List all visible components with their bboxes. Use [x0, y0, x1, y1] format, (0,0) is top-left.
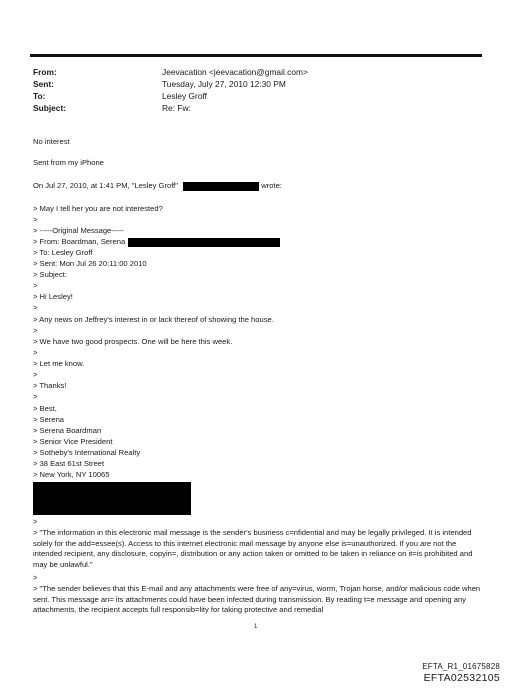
- bates-number-2: EFTA02532105: [423, 672, 500, 684]
- to-label: To:: [33, 91, 46, 101]
- attribution-wrote: wrote:: [261, 181, 282, 190]
- subject-value: Re: Fw:: [162, 103, 191, 113]
- redaction-block: [128, 238, 280, 247]
- body-line: > We have two good prospects. One will be here this week.: [33, 337, 233, 346]
- attribution-text: On Jul 27, 2010, at 1:41 PM, "Lesley Groff": [33, 181, 178, 190]
- orig-from-text: > From: Boardman, Serena: [33, 237, 126, 246]
- body-line: >: [33, 215, 38, 224]
- body-line: > Any news on Jeffrey's interest in or lack thereof of showing the house.: [33, 315, 274, 324]
- page-number: 1: [254, 624, 258, 630]
- bates-number-1: EFTA_R1_01675828: [422, 662, 500, 671]
- body-line: >: [33, 573, 38, 582]
- body-line: >: [33, 281, 38, 290]
- body-line: > Subject:: [33, 270, 67, 279]
- body-line: > Sent: Mon Jul 26 20:11:00 2010: [33, 259, 147, 268]
- body-line: > To: Lesley Groff: [33, 248, 93, 257]
- body-line: >: [33, 348, 38, 357]
- body-line: > Senior Vice President: [33, 437, 113, 446]
- body-line: > Sotheby's International Realty: [33, 448, 141, 457]
- subject-label: Subject:: [33, 103, 67, 113]
- body-line: Sent from my iPhone: [33, 158, 104, 167]
- body-line: > May I tell her you are not interested?: [33, 204, 163, 213]
- body-line: > Let me know.: [33, 359, 85, 368]
- body-line: > Best,: [33, 404, 57, 413]
- body-line: > Serena: [33, 415, 65, 424]
- from-label: From:: [33, 67, 57, 77]
- sent-label: Sent:: [33, 79, 54, 89]
- redaction-block: [33, 482, 191, 515]
- body-line: No interest: [33, 137, 70, 146]
- body-line: > -----Original Message-----: [33, 226, 124, 235]
- disclaimer-paragraph: > "The sender believes that this E-mail and any attachments were free of any=virus, worm, Trojan horse, and/or malicious code when sent. This message an= its attachments could have been infected during transmission. By reading t=e message and opening any attachments, the recipient accepts full responsib=lity for taking protective and remedial: [33, 584, 481, 615]
- sent-value: Tuesday, July 27, 2010 12:30 PM: [162, 79, 286, 89]
- header-rule: [30, 54, 482, 57]
- body-line: >: [33, 370, 38, 379]
- from-value: Jeevacation <jeevacation@gmail.com>: [162, 67, 308, 77]
- body-line: [33, 237, 280, 247]
- body-line: >: [33, 326, 38, 335]
- body-line: > 38 East 61st Street: [33, 459, 105, 468]
- body-line: >: [33, 392, 38, 401]
- body-line: > Thanks!: [33, 381, 67, 390]
- to-value: Lesley Groff: [162, 91, 207, 101]
- body-line: > Hi Lesley!: [33, 292, 73, 301]
- body-line: >: [33, 517, 38, 526]
- disclaimer-paragraph: > "The information in this electronic mail message is the sender's business c=nfidential and may be legally privileged. It is intended solely for the add=essee(s). Access to this internet electronic mail message by anyone else is=unauthorized. If you are not the intended recipient, any disclosure, copyin=, distribution or any action taken or omitted to be taken in reliance on it=is prohibited and may be unlawful.": [33, 528, 473, 569]
- body-line: >: [33, 303, 38, 312]
- body-line: > New York, NY 10065: [33, 470, 110, 479]
- body-line: > Serena Boardman: [33, 426, 102, 435]
- quote-attribution-line: [33, 181, 282, 191]
- redaction-block: [183, 182, 259, 191]
